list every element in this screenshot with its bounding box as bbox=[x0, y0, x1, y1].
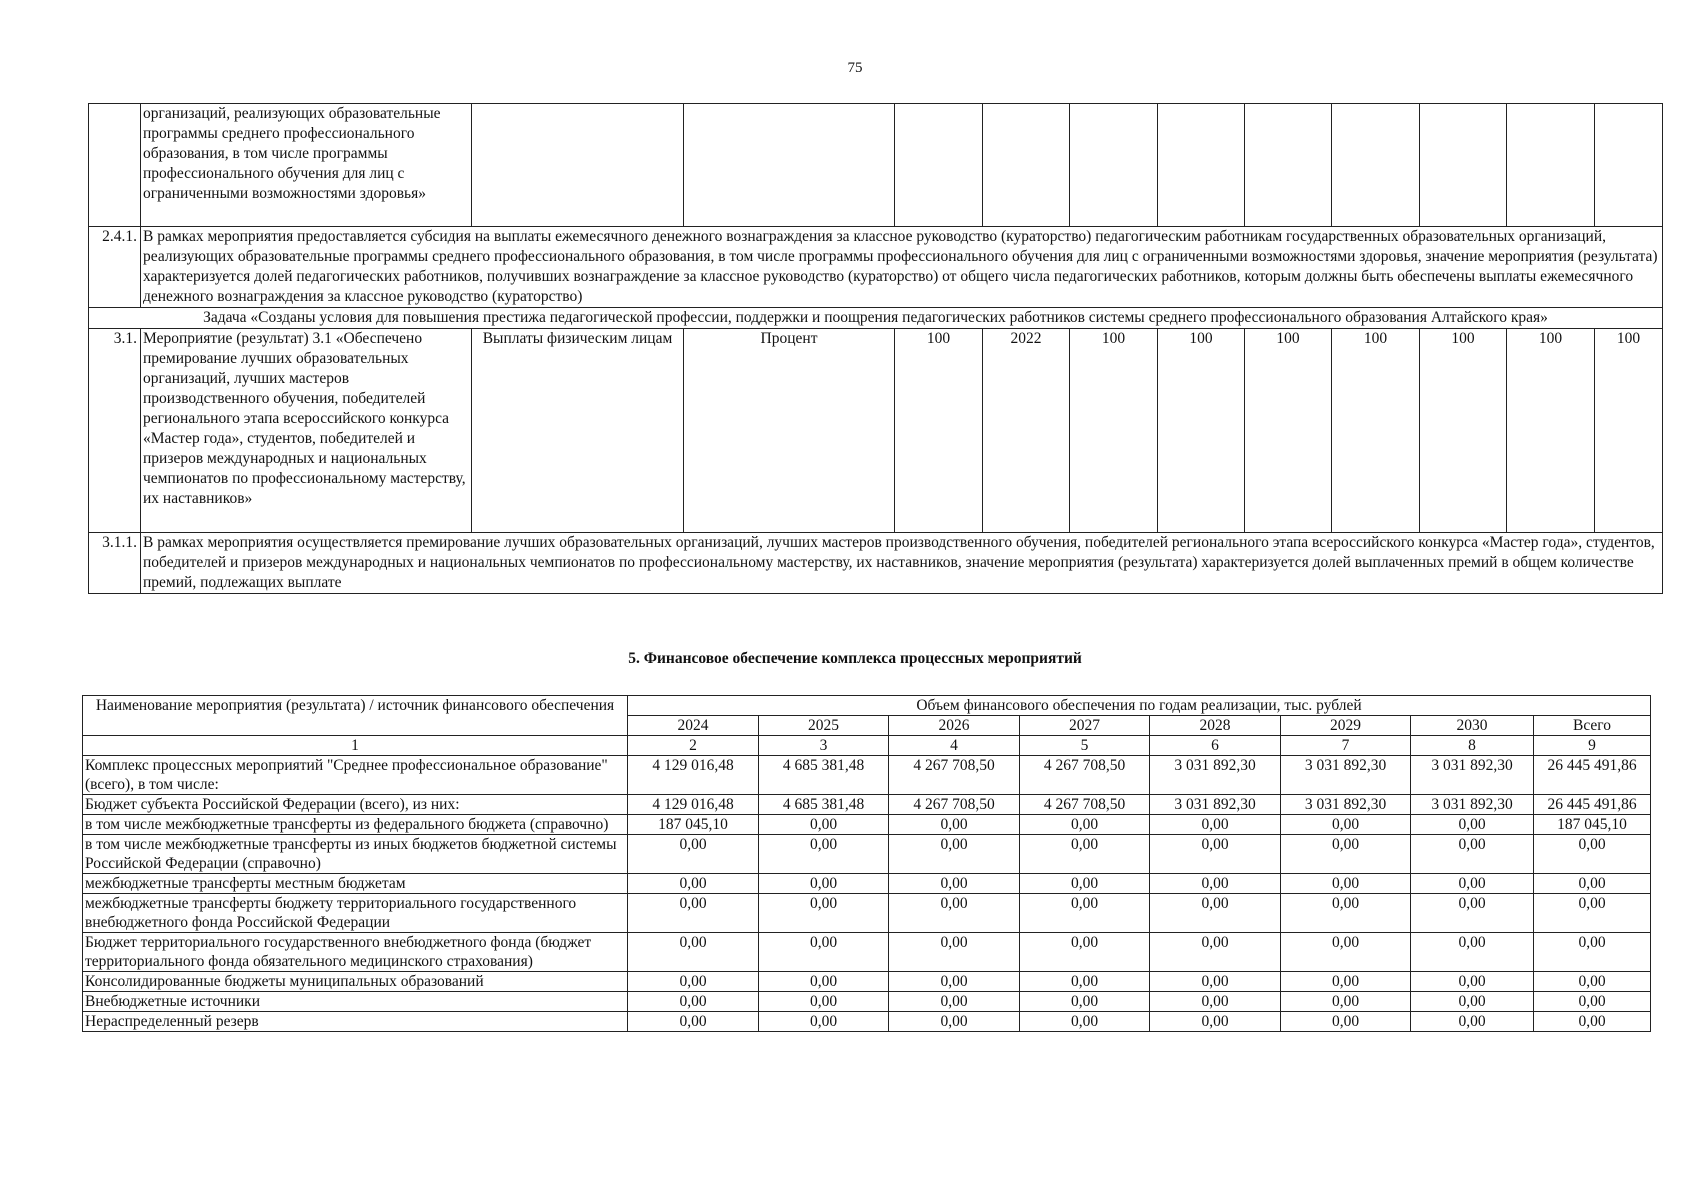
table-row bbox=[83, 756, 1651, 795]
total-cell: 0,00 bbox=[1534, 933, 1651, 972]
year-header: 2025 bbox=[759, 716, 889, 736]
results-table bbox=[88, 103, 1663, 594]
table-row bbox=[83, 992, 1651, 1012]
source-name: в том числе межбюджетные трансферты из федерального бюджета (справочно) bbox=[83, 815, 628, 835]
value-cell: 0,00 bbox=[1150, 933, 1281, 972]
table-row bbox=[83, 972, 1651, 992]
value-cell: 0,00 bbox=[1150, 992, 1281, 1012]
value-cell: 0,00 bbox=[1281, 1012, 1411, 1032]
value-cell: 0,00 bbox=[1150, 1012, 1281, 1032]
header-name: Наименование мероприятия (результата) / источник финансового обеспечения bbox=[83, 696, 628, 736]
value-cell: 0,00 bbox=[759, 1012, 889, 1032]
value-cell: 0,00 bbox=[1020, 933, 1150, 972]
table-row bbox=[83, 795, 1651, 815]
column-number: 6 bbox=[1150, 736, 1281, 756]
row-number: 3.1. bbox=[89, 329, 141, 533]
table-row bbox=[89, 227, 1663, 308]
value-cell: 0,00 bbox=[1150, 835, 1281, 874]
source-name: Комплекс процессных мероприятий "Среднее профессиональное образование" (всего), в том числе: bbox=[83, 756, 628, 795]
value-cell: 0,00 bbox=[1020, 972, 1150, 992]
column-number: 8 bbox=[1411, 736, 1534, 756]
value-cell: 100 bbox=[1595, 329, 1663, 533]
total-cell: 0,00 bbox=[1534, 1012, 1651, 1032]
finance-rows bbox=[83, 756, 1651, 1032]
value-cell: 0,00 bbox=[889, 815, 1020, 835]
row-number: 3.1.1. bbox=[89, 533, 141, 594]
value-cell: 4 129 016,48 bbox=[628, 795, 759, 815]
section-title: 5. Финансовое обеспечение комплекса процессных мероприятий bbox=[628, 650, 1082, 667]
finance-table bbox=[82, 695, 1651, 1032]
value-cell: 0,00 bbox=[889, 933, 1020, 972]
value-cell: 0,00 bbox=[1150, 972, 1281, 992]
value-cell: 100 bbox=[1420, 329, 1507, 533]
measure-description: В рамках мероприятия осуществляется премирование лучших образовательных организаций, лучших мастеров производственного обучения, победителей регионального этапа всероссийского конкурса «Мастер года», студентов, победителей и призеров международных и национальных чемпионатов по профессиональному мастерству, их наставников, значение мероприятия (результата) характеризуется долей выплаченных премий в общем количестве премий, подлежащих выплате bbox=[141, 533, 1663, 594]
value-cell: 4 267 708,50 bbox=[889, 795, 1020, 815]
base-value: 100 bbox=[895, 329, 983, 533]
year-header: 2030 bbox=[1411, 716, 1534, 736]
page-number: 75 bbox=[847, 60, 863, 76]
value-cell: 0,00 bbox=[1150, 894, 1281, 933]
column-number: 1 bbox=[83, 736, 628, 756]
value-cell: 0,00 bbox=[1411, 933, 1534, 972]
value-cell: 100 bbox=[1070, 329, 1158, 533]
value-cell: 0,00 bbox=[1281, 933, 1411, 972]
source-name: Нераспределенный резерв bbox=[83, 1012, 628, 1032]
year-header: 2029 bbox=[1281, 716, 1411, 736]
value-cell: 0,00 bbox=[1281, 894, 1411, 933]
column-number: 7 bbox=[1281, 736, 1411, 756]
table-row bbox=[83, 835, 1651, 874]
value-cell: 3 031 892,30 bbox=[1281, 795, 1411, 815]
measure-description: В рамках мероприятия предоставляется субсидия на выплаты ежемесячного денежного вознаграждения за классное руководство (кураторство) педагогическим работникам государственных образовательных организаций, реализующих образовательные программы среднего профессионального образования, в том числе программы профессионального обучения для лиц с ограниченными возможностями здоровья, значение мероприятия (результата) характеризуется долей педагогических работников, получивших вознаграждение за классное руководство (кураторство) от общего числа педагогических работников, которым должны быть обеспечены выплаты ежемесячного денежного вознаграждения за классное руководство (кураторство) bbox=[141, 227, 1663, 308]
value-cell: 4 685 381,48 bbox=[759, 756, 889, 795]
source-name: Консолидированные бюджеты муниципальных образований bbox=[83, 972, 628, 992]
value-cell: 0,00 bbox=[1411, 992, 1534, 1012]
value-cell: 100 bbox=[1245, 329, 1332, 533]
value-cell: 3 031 892,30 bbox=[1150, 756, 1281, 795]
table-row bbox=[83, 815, 1651, 835]
total-cell: 0,00 bbox=[1534, 972, 1651, 992]
value-cell: 0,00 bbox=[628, 874, 759, 894]
column-number: 4 bbox=[889, 736, 1020, 756]
value-cell: 3 031 892,30 bbox=[1411, 795, 1534, 815]
value-cell: 0,00 bbox=[759, 894, 889, 933]
table-row bbox=[83, 933, 1651, 972]
year-header: 2028 bbox=[1150, 716, 1281, 736]
value-cell: 0,00 bbox=[1150, 874, 1281, 894]
value-cell: 0,00 bbox=[889, 1012, 1020, 1032]
total-cell: 0,00 bbox=[1534, 874, 1651, 894]
value-cell: 0,00 bbox=[759, 992, 889, 1012]
value-cell: 0,00 bbox=[1411, 972, 1534, 992]
value-cell: 100 bbox=[1158, 329, 1245, 533]
table-row bbox=[89, 329, 1663, 533]
value-cell: 0,00 bbox=[1281, 972, 1411, 992]
value-cell: 0,00 bbox=[1281, 992, 1411, 1012]
source-name: в том числе межбюджетные трансферты из иных бюджетов бюджетной системы Российской Федерации (справочно) bbox=[83, 835, 628, 874]
header-row bbox=[83, 696, 1651, 716]
source-name: Бюджет субъекта Российской Федерации (всего), из них: bbox=[83, 795, 628, 815]
value-cell: 0,00 bbox=[1281, 835, 1411, 874]
value-cell: 0,00 bbox=[1281, 874, 1411, 894]
total-cell: 0,00 bbox=[1534, 894, 1651, 933]
value-cell: 0,00 bbox=[1411, 1012, 1534, 1032]
value-cell: 0,00 bbox=[628, 835, 759, 874]
value-cell: 0,00 bbox=[1020, 874, 1150, 894]
value-cell: 4 685 381,48 bbox=[759, 795, 889, 815]
source-name: Бюджет территориального государственного внебюджетного фонда (бюджет территориального фонда обязательного медицинского страхования) bbox=[83, 933, 628, 972]
value-cell: 0,00 bbox=[628, 894, 759, 933]
header-volume: Объем финансового обеспечения по годам реализации, тыс. рублей bbox=[628, 696, 1651, 716]
total-cell: 0,00 bbox=[1534, 835, 1651, 874]
value-cell: 0,00 bbox=[759, 815, 889, 835]
value-cell: 0,00 bbox=[628, 972, 759, 992]
value-cell: 0,00 bbox=[1411, 894, 1534, 933]
column-number: 9 bbox=[1534, 736, 1651, 756]
task-title: Задача «Созданы условия для повышения престижа педагогической профессии, поддержки и поощрения педагогических работников системы среднего профессионального образования Алтайского края» bbox=[89, 308, 1663, 329]
value-cell: 3 031 892,30 bbox=[1411, 756, 1534, 795]
value-cell: 0,00 bbox=[1150, 815, 1281, 835]
measure-type: Выплаты физическим лицам bbox=[472, 329, 684, 533]
measure-name-continued: организаций, реализующих образовательные программы среднего профессионального образования, в том числе программы профессионального обучения для лиц с ограниченными возможностями здоровья» bbox=[141, 104, 472, 227]
value-cell: 0,00 bbox=[759, 972, 889, 992]
total-cell: 0,00 bbox=[1534, 992, 1651, 1012]
value-cell: 4 129 016,48 bbox=[628, 756, 759, 795]
value-cell: 0,00 bbox=[889, 835, 1020, 874]
value-cell: 0,00 bbox=[889, 894, 1020, 933]
value-cell: 0,00 bbox=[1020, 894, 1150, 933]
year-header: 2027 bbox=[1020, 716, 1150, 736]
value-cell: 0,00 bbox=[1020, 815, 1150, 835]
source-name: межбюджетные трансферты местным бюджетам bbox=[83, 874, 628, 894]
value-cell: 0,00 bbox=[1020, 992, 1150, 1012]
value-cell: 100 bbox=[1507, 329, 1595, 533]
column-number: 3 bbox=[759, 736, 889, 756]
value-cell: 0,00 bbox=[1281, 815, 1411, 835]
measure-name: Мероприятие (результат) 3.1 «Обеспечено премирование лучших образовательных организаций, лучших мастеров производственного обучения, победителей регионального этапа всероссийского конкурса «Мастер года», студентов, победителей и призеров международных и национальных чемпионатов по профессиональному мастерству, их наставников» bbox=[141, 329, 472, 533]
source-name: Внебюджетные источники bbox=[83, 992, 628, 1012]
row-number: 2.4.1. bbox=[89, 227, 141, 308]
total-cell: 26 445 491,86 bbox=[1534, 795, 1651, 815]
task-row bbox=[89, 308, 1663, 329]
year-header: 2026 bbox=[889, 716, 1020, 736]
unit: Процент bbox=[684, 329, 895, 533]
value-cell: 0,00 bbox=[1411, 874, 1534, 894]
year-header: 2024 bbox=[628, 716, 759, 736]
column-number: 2 bbox=[628, 736, 759, 756]
table-row bbox=[89, 104, 1663, 227]
value-cell: 4 267 708,50 bbox=[889, 756, 1020, 795]
value-cell: 100 bbox=[1332, 329, 1420, 533]
table-row bbox=[83, 894, 1651, 933]
value-cell: 0,00 bbox=[628, 933, 759, 972]
value-cell: 4 267 708,50 bbox=[1020, 756, 1150, 795]
value-cell: 0,00 bbox=[1020, 1012, 1150, 1032]
value-cell: 0,00 bbox=[889, 874, 1020, 894]
value-cell: 0,00 bbox=[759, 933, 889, 972]
value-cell: 0,00 bbox=[759, 874, 889, 894]
value-cell: 3 031 892,30 bbox=[1281, 756, 1411, 795]
total-cell: 26 445 491,86 bbox=[1534, 756, 1651, 795]
column-numbers-row bbox=[83, 736, 1651, 756]
column-number: 5 bbox=[1020, 736, 1150, 756]
base-year: 2022 bbox=[983, 329, 1070, 533]
value-cell: 0,00 bbox=[1411, 835, 1534, 874]
table-row bbox=[83, 874, 1651, 894]
total-header: Всего bbox=[1534, 716, 1651, 736]
value-cell: 0,00 bbox=[889, 992, 1020, 1012]
value-cell: 0,00 bbox=[759, 835, 889, 874]
value-cell: 0,00 bbox=[1020, 835, 1150, 874]
table-row bbox=[83, 1012, 1651, 1032]
source-name: межбюджетные трансферты бюджету территориального государственного внебюджетного фонда Российской Федерации bbox=[83, 894, 628, 933]
value-cell: 0,00 bbox=[628, 1012, 759, 1032]
value-cell: 0,00 bbox=[1411, 815, 1534, 835]
value-cell: 0,00 bbox=[889, 972, 1020, 992]
value-cell: 187 045,10 bbox=[628, 815, 759, 835]
value-cell: 0,00 bbox=[628, 992, 759, 1012]
value-cell: 4 267 708,50 bbox=[1020, 795, 1150, 815]
value-cell: 3 031 892,30 bbox=[1150, 795, 1281, 815]
total-cell: 187 045,10 bbox=[1534, 815, 1651, 835]
table-row bbox=[89, 533, 1663, 594]
